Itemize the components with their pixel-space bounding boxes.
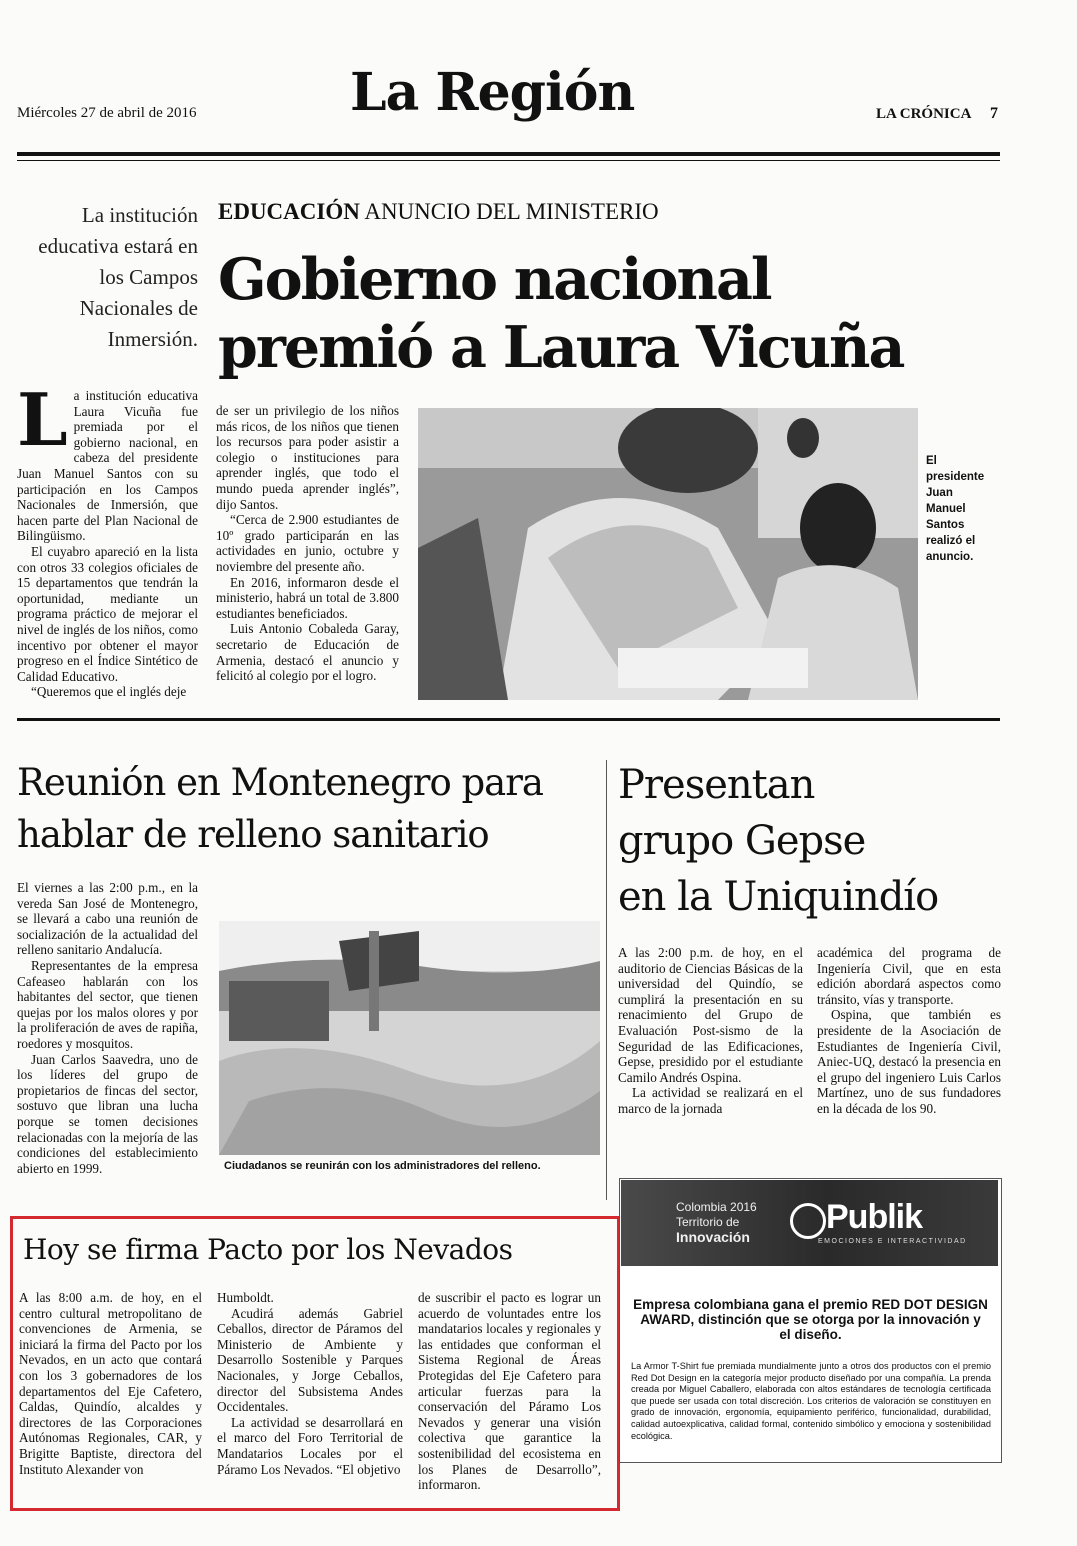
headline-line: en la Uniquindío	[618, 874, 939, 920]
headline-line: premió a Laura Vicuña	[218, 314, 904, 381]
advert-body: La Armor T-Shirt fue premiada mundialmente junto a otros dos productos con el premio Red Dot Design en la categoría mejor producto diseñado por una compañía. La prenda creada por Miguel Caballero, elaborada con altos estándares de tecnología certificada que puede ser usada con total discreción. Los criterios de valoración se constituyen en grado de innovación, ergonomía, equipamiento periférico, funcionalidad, durabilidad, calidad autoexplicativa, calidad formal, contenido simbólico y emociona y sostenibilidad ecológica.	[631, 1361, 991, 1441]
article-column	[418, 1290, 601, 1493]
banner-line: Innovación	[676, 1229, 750, 1245]
article-paragraph: La actividad se desarrollará en el marco del Foro Territorial de Mandatarios Locales por el Páramo Los Nevados. “El objetivo	[217, 1414, 403, 1477]
headline-line: Reunión en Montenegro para	[17, 761, 543, 804]
headline-line: Gobierno nacional	[218, 246, 771, 313]
article-paragraph: de suscribir el pacto es lograr un acuerdo de voluntades entre los mandatarios locales y regionales y las entidades que conforman el Sistema Regional de Áreas Protegidas del Eje Cafetero para articular fuerzas para la conservación del Páramo Los Nevados y generar una visión colectiva que garantice la sostenibilidad del ecosistema en los Planes de Desarrollo”, informaron.	[418, 1290, 601, 1493]
article-column	[19, 1290, 202, 1477]
article-paragraph: académica del programa de Ingeniería Civil, que en esta edición abordará aspectos como tránsito, vías y transporte.	[817, 945, 1001, 1007]
headline-line: Presentan	[618, 762, 815, 808]
article-column	[216, 403, 399, 684]
article-paragraph: “Cerca de 2.900 estudiantes de 10º grado participarán en las actividades en junio, octubre y noviembre del presente año.	[216, 512, 399, 574]
section-rule	[17, 718, 1000, 721]
banner-line: Colombia 2016	[676, 1200, 757, 1214]
advert-brand: Publik	[826, 1198, 923, 1236]
kicker-topic: ANUNCIO DEL MINISTERIO	[364, 199, 659, 224]
article-photo	[219, 921, 600, 1155]
page-date: Miércoles 27 de abril de 2016	[17, 105, 197, 121]
photo-caption: El presidente Juan Manuel Santos realizó el anuncio.	[926, 455, 985, 563]
paper-name: LA CRÓNICA	[876, 106, 972, 122]
article-paragraph: La actividad se realizará en el marco de la jornada	[618, 1085, 803, 1116]
column-divider	[606, 760, 607, 1200]
banner-line: Territorio de	[676, 1215, 740, 1229]
header-rule	[17, 152, 1000, 156]
article-paragraph: Representantes de la empresa Cafeaseo hablarán con los habitantes del sector, que tienen quejas por los malos olores y por la proliferación de aves de rapiña, roedores y mosquitos.	[17, 957, 198, 1051]
advert-brand-tagline: EMOCIONES E INTERACTIVIDAD	[818, 1238, 967, 1245]
headline-line: grupo Gepse	[618, 818, 866, 864]
article-headline	[218, 246, 903, 382]
advert-banner-text	[676, 1200, 757, 1245]
article-paragraph: A las 8:00 a.m. de hoy, en el centro cultural metropolitano de convenciones de Armenia, se iniciará la firma del Pacto por los Nevados, en un acto que contará con los 3 gobernadores de los departamentos del Eje Cafetero, Caldas, Quindío, alcaldes y directores de las Corporaciones Autónomas Regionales, CAR, y Brigitte Baptiste, directora del Instituto Alexander von	[19, 1290, 202, 1477]
article-kicker	[218, 199, 659, 225]
article-paragraph: Luis Antonio Cobaleda Garay, secretario de Educación de Armenia, destacó el anuncio y felicitó al colegio por el logro.	[216, 621, 399, 684]
article-paragraph: A las 2:00 p.m. de hoy, en el auditorio de Ciencias Básicas de la universidad del Quindío, se cumplirá la presentación en su renacimiento del Grupo de Evaluación Post-sismo de la Seguridad de las Edificaciones, Gepse, presidido por el estudiante Camilo Andrés Ospina.	[618, 945, 803, 1085]
article-column	[217, 1290, 403, 1477]
article-paragraph: Acudirá además Gabriel Ceballos, director de Páramos del Ministerio de Ambiente y Desarrollo Sostenible y Parques Nacionales, y Jorge Ceballos, director del Subsistema Andes Occidentales.	[217, 1305, 403, 1415]
article-column	[17, 377, 198, 700]
article-paragraph: La institución educativa Laura Vicuña fue premiada por el gobierno nacional, en cabeza del presidente Juan Manuel Santos con su participación en los Campos Nacionales de Inmersión, que hacen parte del Plan Nacional de Bilingüismo.	[17, 377, 198, 544]
article-paragraph: Juan Carlos Saavedra, uno de los líderes del grupo de propietarios de fincas del sector, sostuvo que libran una lucha porque se tomen decisiones relacionadas con la mejoría de las condiciones del establecimiento abierto en 1999.	[17, 1051, 198, 1176]
header-rule-thin	[17, 160, 1000, 161]
article-photo	[418, 408, 918, 700]
article-paragraph: de ser un privilegio de los niños más ricos, de los niños que tienen los recursos para poder asistir a colegio o instituciones para aprender inglés, que todo el mundo pueda aprender inglés”, dijo Santos.	[216, 403, 399, 512]
article-paragraph: En 2016, informaron desde el ministerio, habrá un total de 3.800 estudiantes beneficiados.	[216, 574, 399, 621]
section-title: La Región	[350, 62, 635, 123]
article-column	[618, 945, 803, 1117]
photo-caption: Ciudadanos se reunirán con los administradores del relleno.	[224, 1160, 541, 1172]
article-headline	[618, 757, 938, 925]
kicker-section: EDUCACIÓN	[218, 199, 360, 224]
article-headline	[17, 757, 543, 861]
article-column	[17, 880, 198, 1176]
article-paragraph: Ospina, que también es presidente de la Asociación de Estudiantes de Ingeniería Civil, Aniec-UQ, destacó la presencia en el grupo del ingeniero Luis Carlos Martínez, uno de sus fundadores en la década de los 90.	[817, 1007, 1001, 1116]
drop-cap: L	[17, 377, 68, 462]
article-headline: Hoy se firma Pacto por los Nevados	[23, 1233, 513, 1266]
article-paragraph: El cuyabro apareció en la lista con otros 33 colegios oficiales de 15 departamentos que tendrán la oportunidad, mediante un programa práctico de mejorar el nivel de inglés de los niños, como incentivo por obtener el mayor progreso en el Índice Sintético de Calidad Educativo.	[17, 543, 198, 684]
article-paragraph: Humboldt.	[217, 1290, 274, 1305]
advert-headline: Empresa colombiana gana el premio RED DOT DESIGN AWARD, distinción que se otorga por la innovación y el diseño.	[633, 1297, 988, 1342]
article-column	[817, 945, 1001, 1117]
brand-logo-icon	[790, 1203, 826, 1239]
page-number: 7	[990, 105, 998, 122]
article-summary: La institución educativa estará en los Campos Nacionales de Inmersión.	[38, 203, 198, 351]
headline-line: hablar de relleno sanitario	[17, 813, 489, 856]
article-paragraph: “Queremos que el inglés deje	[31, 684, 187, 700]
article-paragraph: El viernes a las 2:00 p.m., en la vereda San José de Montenegro, se llevará a cabo una reunión de socialización de la actualidad del relleno sanitario Andalucía.	[17, 880, 198, 958]
